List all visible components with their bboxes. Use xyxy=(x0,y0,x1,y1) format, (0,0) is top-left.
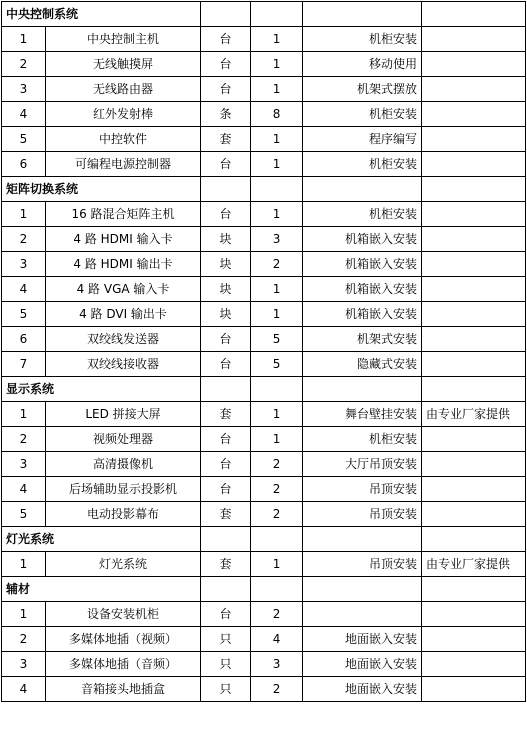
section-header-empty-cell xyxy=(303,527,422,552)
section-header-empty-cell xyxy=(422,577,526,602)
table-row xyxy=(2,27,526,52)
item-quantity: 1 xyxy=(251,427,303,452)
item-quantity: 8 xyxy=(251,102,303,127)
item-note xyxy=(422,252,526,277)
table-row xyxy=(2,652,526,677)
table-row xyxy=(2,552,526,577)
section-header-row xyxy=(2,177,526,202)
table-row xyxy=(2,602,526,627)
item-name: 16 路混合矩阵主机 xyxy=(46,202,201,227)
table-row xyxy=(2,277,526,302)
item-quantity: 1 xyxy=(251,552,303,577)
item-quantity: 1 xyxy=(251,152,303,177)
install-method: 机箱嵌入安装 xyxy=(303,252,422,277)
item-quantity: 2 xyxy=(251,477,303,502)
item-unit: 台 xyxy=(201,452,251,477)
item-unit: 套 xyxy=(201,502,251,527)
install-method: 吊顶安装 xyxy=(303,552,422,577)
item-quantity: 2 xyxy=(251,602,303,627)
item-unit: 台 xyxy=(201,52,251,77)
row-number: 5 xyxy=(2,302,46,327)
item-name: 无线路由器 xyxy=(46,77,201,102)
item-unit: 只 xyxy=(201,652,251,677)
item-note xyxy=(422,102,526,127)
table-row xyxy=(2,402,526,427)
item-name: 红外发射棒 xyxy=(46,102,201,127)
item-quantity: 2 xyxy=(251,502,303,527)
section-title: 显示系统 xyxy=(2,377,201,402)
install-method: 机柜安装 xyxy=(303,427,422,452)
item-unit: 台 xyxy=(201,202,251,227)
item-note xyxy=(422,127,526,152)
section-header-empty-cell xyxy=(251,377,303,402)
item-quantity: 2 xyxy=(251,677,303,702)
item-unit: 台 xyxy=(201,27,251,52)
item-note xyxy=(422,452,526,477)
item-name: 双绞线发送器 xyxy=(46,327,201,352)
item-unit: 套 xyxy=(201,552,251,577)
item-name: 无线触摸屏 xyxy=(46,52,201,77)
table-row xyxy=(2,677,526,702)
item-quantity: 1 xyxy=(251,52,303,77)
row-number: 5 xyxy=(2,127,46,152)
equipment-table-body xyxy=(2,2,526,702)
row-number: 1 xyxy=(2,552,46,577)
item-note xyxy=(422,477,526,502)
section-header-empty-cell xyxy=(422,2,526,27)
item-unit: 只 xyxy=(201,627,251,652)
item-unit: 台 xyxy=(201,352,251,377)
section-header-row xyxy=(2,527,526,552)
section-header-empty-cell xyxy=(201,527,251,552)
item-quantity: 3 xyxy=(251,652,303,677)
row-number: 4 xyxy=(2,277,46,302)
row-number: 1 xyxy=(2,602,46,627)
item-name: 4 路 HDMI 输入卡 xyxy=(46,227,201,252)
item-unit: 条 xyxy=(201,102,251,127)
row-number: 3 xyxy=(2,452,46,477)
table-row xyxy=(2,127,526,152)
section-header-empty-cell xyxy=(303,377,422,402)
install-method: 机架式摆放 xyxy=(303,77,422,102)
row-number: 4 xyxy=(2,477,46,502)
row-number: 4 xyxy=(2,677,46,702)
item-quantity: 2 xyxy=(251,452,303,477)
item-unit: 台 xyxy=(201,602,251,627)
row-number: 3 xyxy=(2,652,46,677)
section-header-empty-cell xyxy=(251,2,303,27)
item-name: 音箱接头地插盒 xyxy=(46,677,201,702)
install-method: 地面嵌入安装 xyxy=(303,652,422,677)
install-method: 地面嵌入安装 xyxy=(303,677,422,702)
item-note: 由专业厂家提供 xyxy=(422,552,526,577)
section-header-empty-cell xyxy=(422,377,526,402)
item-quantity: 2 xyxy=(251,252,303,277)
install-method: 机柜安装 xyxy=(303,27,422,52)
item-unit: 台 xyxy=(201,152,251,177)
item-note xyxy=(422,502,526,527)
section-header-empty-cell xyxy=(303,577,422,602)
section-title: 灯光系统 xyxy=(2,527,201,552)
item-name: 电动投影幕布 xyxy=(46,502,201,527)
table-row xyxy=(2,302,526,327)
item-unit: 块 xyxy=(201,277,251,302)
item-note xyxy=(422,277,526,302)
table-row xyxy=(2,352,526,377)
install-method: 机架式安装 xyxy=(303,327,422,352)
section-header-empty-cell xyxy=(303,2,422,27)
item-note xyxy=(422,77,526,102)
section-header-empty-cell xyxy=(303,177,422,202)
table-row xyxy=(2,327,526,352)
item-unit: 台 xyxy=(201,77,251,102)
item-name: 双绞线接收器 xyxy=(46,352,201,377)
row-number: 3 xyxy=(2,77,46,102)
item-quantity: 1 xyxy=(251,27,303,52)
table-row xyxy=(2,477,526,502)
table-row xyxy=(2,227,526,252)
item-note xyxy=(422,152,526,177)
row-number: 6 xyxy=(2,152,46,177)
item-note xyxy=(422,352,526,377)
item-quantity: 1 xyxy=(251,277,303,302)
table-row xyxy=(2,102,526,127)
item-note xyxy=(422,52,526,77)
row-number: 1 xyxy=(2,202,46,227)
install-method: 吊顶安装 xyxy=(303,502,422,527)
row-number: 2 xyxy=(2,627,46,652)
section-header-row xyxy=(2,2,526,27)
row-number: 1 xyxy=(2,27,46,52)
row-number: 2 xyxy=(2,227,46,252)
install-method: 机箱嵌入安装 xyxy=(303,302,422,327)
item-unit: 只 xyxy=(201,677,251,702)
install-method: 移动使用 xyxy=(303,52,422,77)
install-method: 地面嵌入安装 xyxy=(303,627,422,652)
section-header-empty-cell xyxy=(251,527,303,552)
install-method: 舞台壁挂安装 xyxy=(303,402,422,427)
item-unit: 套 xyxy=(201,402,251,427)
item-note xyxy=(422,327,526,352)
item-note xyxy=(422,602,526,627)
item-name: 中控软件 xyxy=(46,127,201,152)
row-number: 4 xyxy=(2,102,46,127)
section-header-empty-cell xyxy=(201,377,251,402)
install-method: 机柜安装 xyxy=(303,102,422,127)
install-method: 隐藏式安装 xyxy=(303,352,422,377)
item-unit: 台 xyxy=(201,327,251,352)
item-quantity: 1 xyxy=(251,202,303,227)
item-note xyxy=(422,677,526,702)
item-name: 高清摄像机 xyxy=(46,452,201,477)
install-method: 吊顶安装 xyxy=(303,477,422,502)
install-method: 机箱嵌入安装 xyxy=(303,227,422,252)
section-header-row xyxy=(2,577,526,602)
item-unit: 套 xyxy=(201,127,251,152)
section-header-empty-cell xyxy=(201,2,251,27)
install-method: 程序编写 xyxy=(303,127,422,152)
row-number: 2 xyxy=(2,52,46,77)
table-row xyxy=(2,427,526,452)
table-row xyxy=(2,502,526,527)
item-name: 灯光系统 xyxy=(46,552,201,577)
section-header-row xyxy=(2,377,526,402)
row-number: 5 xyxy=(2,502,46,527)
equipment-table xyxy=(1,1,526,702)
item-note: 由专业厂家提供 xyxy=(422,402,526,427)
item-quantity: 4 xyxy=(251,627,303,652)
item-name: 中央控制主机 xyxy=(46,27,201,52)
item-name: 视频处理器 xyxy=(46,427,201,452)
table-row xyxy=(2,152,526,177)
item-name: 4 路 DVI 输出卡 xyxy=(46,302,201,327)
item-quantity: 1 xyxy=(251,77,303,102)
item-unit: 台 xyxy=(201,427,251,452)
item-note xyxy=(422,302,526,327)
item-unit: 块 xyxy=(201,302,251,327)
item-name: 多媒体地插（音频） xyxy=(46,652,201,677)
item-quantity: 1 xyxy=(251,127,303,152)
item-note xyxy=(422,627,526,652)
install-method xyxy=(303,602,422,627)
item-name: 4 路 HDMI 输出卡 xyxy=(46,252,201,277)
table-row xyxy=(2,452,526,477)
install-method: 机箱嵌入安装 xyxy=(303,277,422,302)
item-note xyxy=(422,202,526,227)
item-name: 设备安装机柜 xyxy=(46,602,201,627)
table-row xyxy=(2,627,526,652)
table-row xyxy=(2,77,526,102)
item-name: LED 拼接大屏 xyxy=(46,402,201,427)
item-unit: 块 xyxy=(201,252,251,277)
item-note xyxy=(422,27,526,52)
row-number: 1 xyxy=(2,402,46,427)
install-method: 机柜安装 xyxy=(303,202,422,227)
section-title: 中央控制系统 xyxy=(2,2,201,27)
section-header-empty-cell xyxy=(251,577,303,602)
section-header-empty-cell xyxy=(201,177,251,202)
item-name: 多媒体地插（视频） xyxy=(46,627,201,652)
item-note xyxy=(422,227,526,252)
table-row xyxy=(2,52,526,77)
row-number: 3 xyxy=(2,252,46,277)
item-quantity: 1 xyxy=(251,302,303,327)
item-note xyxy=(422,652,526,677)
install-method: 大厅吊顶安装 xyxy=(303,452,422,477)
item-name: 后场辅助显示投影机 xyxy=(46,477,201,502)
item-quantity: 5 xyxy=(251,352,303,377)
section-header-empty-cell xyxy=(201,577,251,602)
item-quantity: 5 xyxy=(251,327,303,352)
item-quantity: 1 xyxy=(251,402,303,427)
section-header-empty-cell xyxy=(251,177,303,202)
item-unit: 块 xyxy=(201,227,251,252)
row-number: 2 xyxy=(2,427,46,452)
table-row xyxy=(2,252,526,277)
row-number: 7 xyxy=(2,352,46,377)
section-header-empty-cell xyxy=(422,527,526,552)
item-name: 4 路 VGA 输入卡 xyxy=(46,277,201,302)
row-number: 6 xyxy=(2,327,46,352)
section-title: 辅材 xyxy=(2,577,201,602)
table-row xyxy=(2,202,526,227)
item-quantity: 3 xyxy=(251,227,303,252)
item-unit: 台 xyxy=(201,477,251,502)
section-header-empty-cell xyxy=(422,177,526,202)
install-method: 机柜安装 xyxy=(303,152,422,177)
section-title: 矩阵切换系统 xyxy=(2,177,201,202)
item-note xyxy=(422,427,526,452)
item-name: 可编程电源控制器 xyxy=(46,152,201,177)
